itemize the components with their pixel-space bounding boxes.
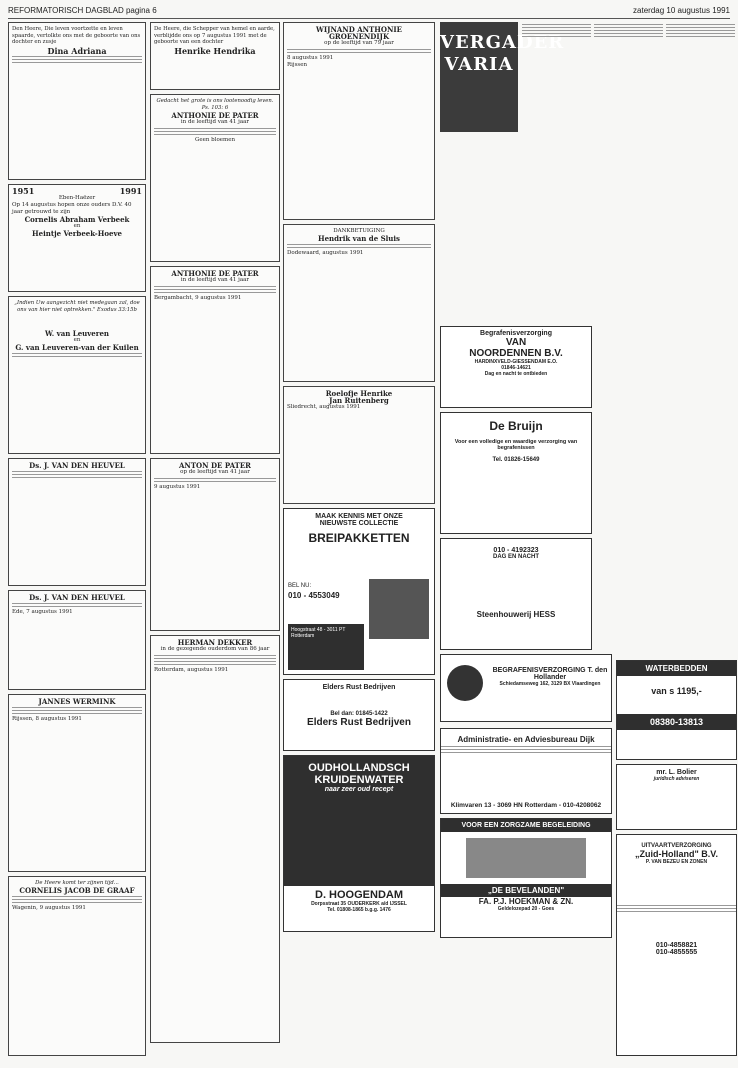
pater1-name: ANTHONIE DE PATER [171,111,259,120]
pair2-name-2: G. van Leuveren-van der Kuilen [15,343,139,352]
pater1-verse: Gedacht het grote is ons lootenoodig leven. Ps. 103: 6 [156,98,274,111]
groen-sub: op de leeftijd van 79 jaar [324,40,394,46]
waterbed-t: WATERBEDDEN [617,661,736,676]
noord-n1: VAN [505,337,527,348]
bevel-addr: Geldelozepad 20 - Goes [497,906,555,912]
hollander-t: BEGRAFENISVERZORGING T. den Hollander [492,667,608,681]
waterbed-sub: van s 1195,- [651,686,702,696]
kruid-title: OUDHOLLANDSCH KRUIDENWATER [308,762,410,786]
waterbed-ad [616,660,737,760]
noord-foot: Dag en nacht te ontbieden [484,371,548,377]
dank-title: DANKBETUIGING [333,228,385,234]
dijk-t: Administratie- en Adviesbureau Dijk [457,735,595,744]
hollander-logo [447,665,483,701]
breipak-ad [283,508,435,675]
zuid-holland-ad [616,834,737,1056]
anniv-name-1: Cornelis Abraham Verbeek [24,215,130,224]
death-notice-4 [8,876,146,1056]
dijk-addr: Klimvaren 13 - 3069 HN Rotterdam - 010-4208062 [450,802,602,809]
anniv-line: Op 14 augustus hopen onze ouders D.V. 40 jaar getrouwd te zijn [12,202,132,215]
noordennen-ad [440,326,592,408]
pater-notice-2 [150,266,280,454]
henrike-name: Roelofje Henrike [325,389,393,398]
anniv-name-2: Heintje Verbeek-Hoeve [32,229,122,238]
death-notice-2 [8,590,146,690]
pater1-sub: in de leeftijd van 41 jaar [180,119,250,125]
breipak-l1: MAAK KENNIS MET ONZE [315,513,403,520]
birth2-name: Henrike Hendrika [174,45,256,56]
column-3 [283,22,435,932]
bevelanden-ad [440,818,612,938]
zuid-sub: P. VAN BEZEU EN ZONEN [645,859,708,865]
groen-name: WIJNAND ANTHONIE GROENENDIJK [316,25,402,41]
kruid-tel: Tel. 01808-1865 b.g.g. 1476 [327,907,391,913]
death2-city: Rijssen, 8 augustus 1991 [12,716,82,722]
vgrid-col-b [594,22,663,382]
year-1991: 1991 [119,186,142,196]
elders-ad [283,679,435,751]
eben-haezer: Eben-Haëzer [58,195,96,201]
anniv-en: en [73,223,81,229]
elders-brand: Elders Rust Bedrijven [307,717,411,728]
vgrid-col-c [666,22,735,382]
groen-date: 8 augustus 1991 [287,55,334,61]
ruitenberg-name: Jan Ruitenberg [329,396,389,405]
header-left: REFORMATORISCH DAGBLAD pagina 6 [8,6,157,15]
dijk-ad [440,728,612,814]
bevel-t: VOOR EEN ZORGZAME BEGELEIDING [441,819,611,832]
groenendijk-notice [283,22,435,220]
bolier-ad [616,764,737,830]
birth-notice-2 [150,22,280,90]
death-notice-3 [8,694,146,872]
dank-name: Hendrik van de Sluis [317,234,400,243]
kruid-sub: naar zeer oud recept [324,786,394,793]
breipak-tel: BEL NU: [288,583,312,589]
breipak-l2: NIEUWSTE COLLECTIE [319,520,399,527]
bolier-t: mr. L. Bolier [656,769,697,776]
dekker-name: HERMAN DEKKER [177,638,253,647]
kruid-addr: Dorpsstraat 35 OUDERKERK a/d IJSSEL [311,901,407,907]
birth-name: Dina Adriana [47,45,107,56]
henrike-notice [283,386,435,504]
pater2-city: Bergambacht, 9 augustus 1991 [154,295,242,301]
noord-t: Begrafenisverzorging [480,330,552,337]
pater2-sub: in de leeftijd van 41 jaar [180,277,250,283]
breipak-brand: BREIPAKKETTEN [308,531,410,545]
dekker-date: Rotterdam, augustus 1991 [154,667,229,673]
kruidenwater-ad [283,755,435,932]
anniversary-2 [8,296,146,454]
bruijn-ad [440,412,592,534]
pater3-date: 9 augustus 1991 [154,484,201,490]
hess-t: Steenhouwerij HESS [476,610,556,619]
breipak-address: Hoogstraat 48 - 3011 PT Rotterdam [288,624,364,670]
hess-sub: DAG EN NACHT [493,554,539,560]
zuid-n: „Zuid-Holland" B.V. [635,849,718,859]
death3-verse: De Heere komt ter zijnen tijd... [35,880,119,886]
bevel-name: „DE BEVELANDEN" [441,884,611,897]
kruid-footer [284,886,434,931]
dank-city: Dodewaard, augustus 1991 [287,250,364,256]
bevel-photo [466,838,586,878]
page-header [8,4,730,19]
bolier-sub: juridisch adviseren [653,776,700,782]
pater2-name: ANTHONIE DE PATER [171,269,259,278]
pater-notice-3 [150,458,280,631]
henrike-city: Sliedrecht, augustus 1991 [287,404,361,410]
zuid-t: UITVAARTVERZORGING [641,843,712,849]
death-notice-1 [8,458,146,586]
death3-name: CORNELIS JACOB DE GRAAF [19,886,135,895]
pair2-en: en [73,337,81,343]
noord-n2: NOORDENNEN B.V. [469,348,563,359]
verse-exodus: „Indien Uw aangezicht niet medegaan zal, doe ons van hier niet optrekken." Exodus 33:15b [14,300,140,313]
hess-tel: 010 - 4192323 [493,547,539,554]
anniversary-notice [8,184,146,292]
hollander-ad [440,654,612,722]
birth-text: Den Heere, Die leven voortzette en leven spaarde, vertolkte ons met de geboorte van ons dochter en zusje [12,26,141,46]
pair2-name-1: W. van Leuveren [45,329,109,338]
death2-name: JANNES WERMINK [38,697,116,706]
birth2-text: De Heere, die Schepper van hemel en aarde, verblijdde ons op 7 augustus 1991 met de geboorte van een dochter [154,26,275,46]
dekker-sub: in de gezegende ouderdom van 86 jaar [160,646,270,652]
column-2 [150,22,280,1047]
groen-city: Rijssen [287,62,308,68]
elders-title: Elders Rust Bedrijven [322,684,396,691]
zuid-tel2: 010-4855555 [655,949,698,956]
birth-notice [8,22,146,180]
header-right: zaterdag 10 augustus 1991 [633,6,730,15]
breipak-photo [369,579,429,639]
death1-name-2: Ds. J. VAN DEN HEUVEL [29,593,125,602]
year-1951: 1951 [12,186,35,196]
waterbed-num: 08380-13813 [617,714,736,730]
bruijn-t: De Bruijn [489,419,543,433]
hollander-addr: Schiedamseweg 162, 3129 BX Vlaardingen [499,681,601,687]
pater3-sub: op de leeftijd van 41 jaar [180,469,250,475]
vergader-varia-logo: VERGADER VARIA [440,22,518,132]
noord-addr: HARDINXVELD-GIESSENDAM E.O. [474,359,558,365]
pater1-sign: Geen bloemen [194,137,236,143]
bevel-sub: FA. P.J. HOEKMAN & ZN. [478,897,574,906]
elders-tel: Bel dan: 01845-1422 [330,711,388,717]
bruijn-tel: Tel. 01826-15649 [492,457,540,463]
breipak-num: 010 - 4553049 [288,591,340,600]
death1-city: Ede, 7 augustus 1991 [12,609,73,615]
bruijn-line: Voor een volledige en waardige verzorging van begrafenissen [454,439,578,451]
pater3-name: ANTON DE PATER [179,461,251,470]
death3-date: Wagenin, 9 augustus 1991 [12,905,86,911]
kruid-foot: D. HOOGENDAM [315,889,403,901]
dekker-notice [150,635,280,1043]
pater-notice-1 [150,94,280,262]
death1-name: Ds. J. VAN DEN HEUVEL [29,461,125,470]
hess-ad [440,538,592,650]
column-1 [8,22,146,1060]
zuid-tel1: 010-4858821 [655,942,698,949]
dankbetuiging [283,224,435,382]
noord-tel: 01846-14621 [501,365,531,371]
